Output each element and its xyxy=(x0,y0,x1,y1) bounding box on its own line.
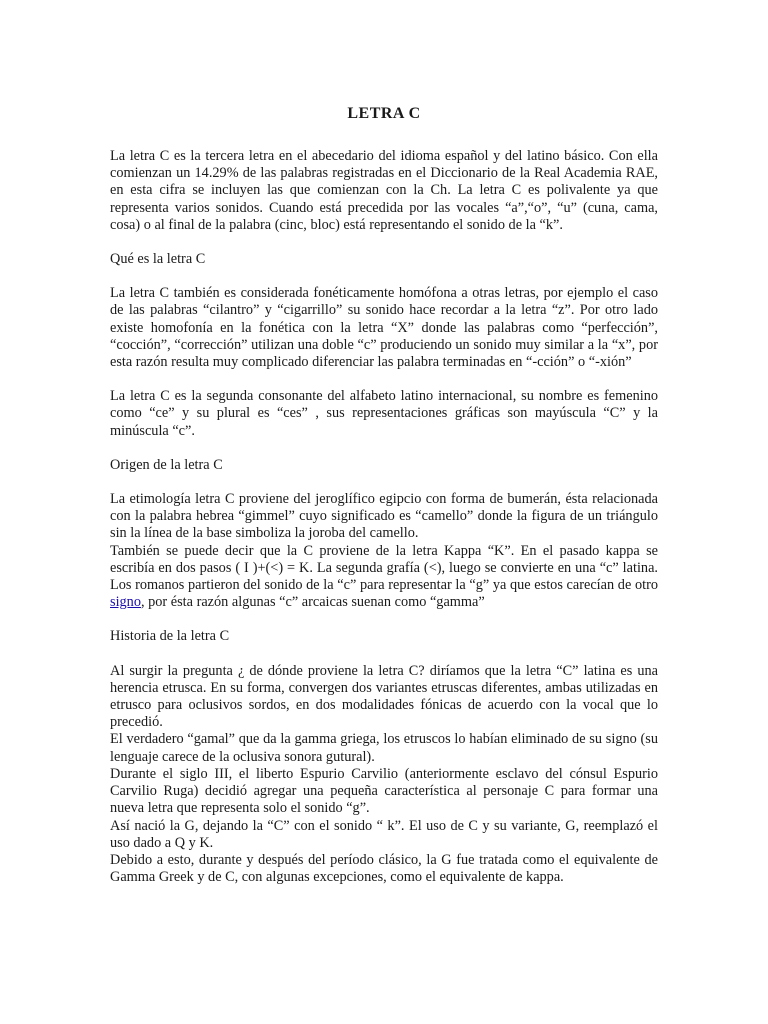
history-paragraph-5: Debido a esto, durante y después del período clásico, la G fue tratada como el equivalente de Gamma Greek y de C, con algunas excepciones, como el equivalente de kappa. xyxy=(110,851,658,886)
history-paragraph-1: Al surgir la pregunta ¿ de dónde proviene la letra C? diríamos que la letra “C” latina es una herencia etrusca. En su forma, convergen dos variantes etruscas diferentes, ambas utilizadas en etrusco para oclusivos sordos, en dos modalidades fónicas de acuerdo con la vocal que lo precedió. xyxy=(110,662,658,731)
signo-link[interactable]: signo xyxy=(110,594,141,611)
consonant-paragraph: La letra C es la segunda consonante del alfabeto latino internacional, su nombre es femenino como “ce” y su plural es “ces” , sus representaciones gráficas son mayúscula “C” y la minúscula “c”. xyxy=(110,388,658,439)
kappa-text-after-link: , por ésta razón algunas “c” arcaicas suenan como “gamma” xyxy=(140,594,485,611)
kappa-text-before-link: También se puede decir que la C proviene de la letra Kappa “K”. En el pasado kappa se escribía en dos pasos ( I )+(<) = K. La segunda grafía (<), luego se convierte en una “c” latina. Los romanos partieron del sonido de la “c” para representar la “g” ya que estos carecían de otro xyxy=(110,542,658,594)
history-paragraph-2: El verdadero “gamal” que da la gamma griega, los etruscos lo habían eliminado de su signo (su lenguaje carece de la oclusiva sonora gutural). xyxy=(110,731,658,765)
kappa-paragraph xyxy=(110,543,658,612)
homophony-paragraph: La letra C también es considerada fonéticamente homófona a otras letras, por ejemplo el caso de las palabras “cilantro” y “cigarrillo” su sonido hace recordar a la letra “z”. Por otro lado existe homofonía en la fonética con la letra “X” donde las palabras como “perfección”, “cocción”, “corrección” utilizan una doble “c” produciendo un sonido muy similar a la “x”, por esta razón resulta muy complicado diferenciar las palabra terminadas en “-cción” o “-xión” xyxy=(110,285,658,371)
document-title: LETRA C xyxy=(347,105,421,122)
section-heading-historia: Historia de la letra C xyxy=(110,628,230,645)
etymology-paragraph: La etimología letra C proviene del jeroglífico egipcio con forma de bumerán, ésta relacionada con la palabra hebrea “gimmel” cuyo significado es “camello” donde la figura de un triángulo sin la línea de la base simboliza la joroba del camello. xyxy=(110,491,658,542)
history-paragraph-4: Así nació la G, dejando la “C” con el sonido “ k”. El uso de C y su variante, G, reemplazó el uso dado a Q y K. xyxy=(110,817,658,851)
section-heading-que-es: Qué es la letra C xyxy=(110,251,206,268)
intro-paragraph: La letra C es la tercera letra en el abecedario del idioma español y del latino básico. Con ella comienzan un 14.29% de las palabras registradas en el Diccionario de la Real Academia RAE, en esta cifra se incluyen las que comienzan con la Ch. La letra C es polivalente ya que representa varios sonidos. Cuando está precedida por las vocales “a”,“o”, “u” (cuna, cama, cosa) o al final de la palabra (cinc, bloc) está representando el sonido de la “k”. xyxy=(110,148,658,233)
section-heading-origen: Origen de la letra C xyxy=(110,456,223,473)
history-paragraph-3: Durante el siglo III, el liberto Espurio Carvilio (anteriormente esclavo del cónsul Espurio Carvilio Ruga) decidió agregar una pequeña característica al personaje C para formar una nueva letra que representa solo el sonido “g”. xyxy=(110,765,658,817)
